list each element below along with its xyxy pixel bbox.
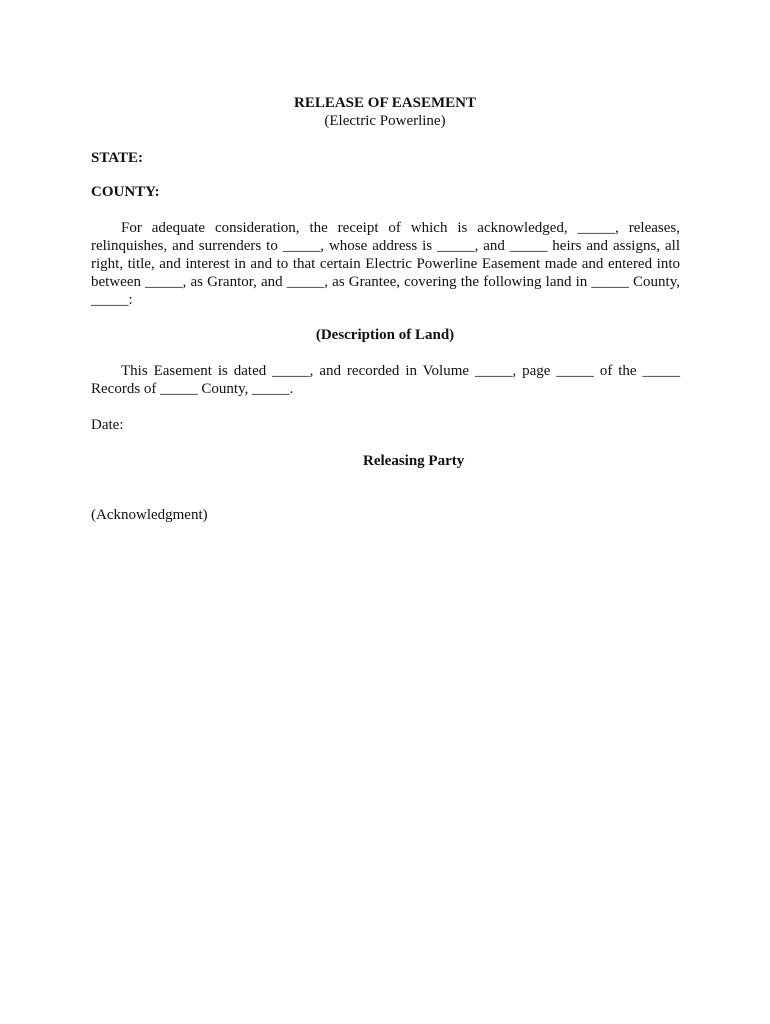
- acknowledgment-label: (Acknowledgment): [91, 507, 208, 523]
- date-label: Date:: [91, 417, 124, 433]
- county-label: COUNTY:: [91, 184, 160, 200]
- document-subtitle: (Electric Powerline): [324, 113, 446, 129]
- state-label: STATE:: [91, 150, 143, 166]
- document-title: RELEASE OF EASEMENT: [294, 95, 476, 111]
- release-paragraph: For adequate consideration, the receipt of which is acknowledged, _____, releases, relinquishes, and surrenders to _____, whose address is _____, and _____ heirs and assigns, all right, title, and interest in and to that certain Electric Powerline Easement made and entered into between _____, as Grantor, and _____, as Grantee, covering the following land in _____ County, _____:: [91, 220, 680, 308]
- easement-recording-paragraph: This Easement is dated _____, and recorded in Volume _____, page _____ of the _____ Records of _____ County, _____.: [91, 363, 680, 397]
- releasing-party-label: Releasing Party: [363, 453, 465, 469]
- description-heading: (Description of Land): [315, 327, 455, 343]
